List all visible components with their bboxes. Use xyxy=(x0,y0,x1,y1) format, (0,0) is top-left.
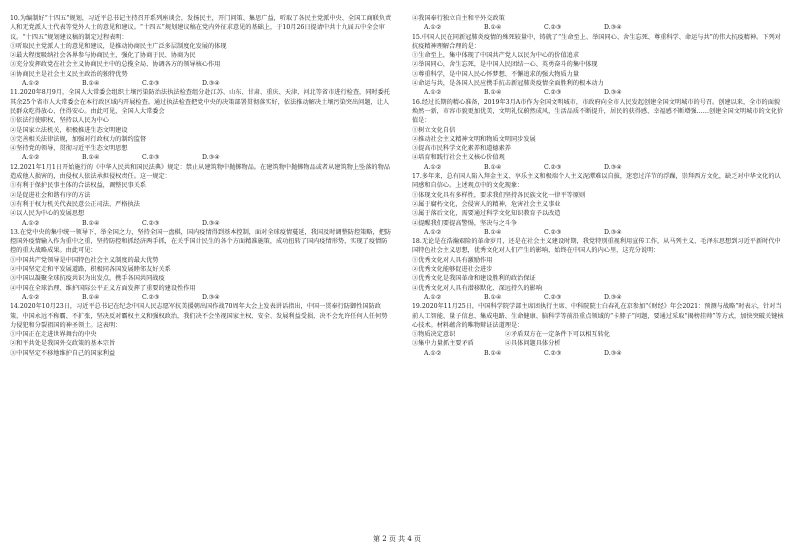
statement-item: ①依法行使职权，坚持以人民为中心 xyxy=(10,117,109,125)
answer-option[interactable]: C.②③ xyxy=(544,349,562,357)
statement-item: ②是促进社会和谐有序的方法 xyxy=(10,191,91,199)
answer-option[interactable]: B.①④ xyxy=(484,349,502,357)
answer-option[interactable]: A.①② xyxy=(424,163,442,171)
answer-option[interactable]: D.③④ xyxy=(202,293,220,301)
question xyxy=(412,302,786,358)
answer-option[interactable]: B.①④ xyxy=(484,89,502,97)
question xyxy=(10,302,392,358)
statement-item: ③属于落后文化，需要通过科学文化知识教育予以改造 xyxy=(412,210,561,218)
answer-option[interactable]: A.①② xyxy=(424,228,442,236)
answer-options xyxy=(10,153,392,162)
statement-item: ④优秀文化对人具有潜移默化、深远持久的影响 xyxy=(412,284,542,292)
question-stem: 10.为编制好“十四五”规划，习近平总书记主持召开系列座谈会，发扬民主，开门问策、集思广益，听取了各民主党派中央、全国工商联负责人和无党派人士代表等党外人士的意见和建议。“十四五”规划建议稿在党内外征求意见的基础上，于10月26日提请中共十九届五中全会审议。“十四五”规划建议稿的制定过程表明： xyxy=(10,15,392,41)
statement-item: ①体现文化具有多样性，要求我们坚持各民族文化一律平等原则 xyxy=(412,191,586,199)
question xyxy=(10,14,392,88)
answer-option[interactable]: A.①② xyxy=(22,219,40,227)
answer-options xyxy=(412,23,786,32)
answer-option[interactable]: D.③④ xyxy=(604,89,622,97)
answer-option[interactable]: D.③④ xyxy=(202,219,220,227)
right-column xyxy=(412,14,786,358)
question-stem: 18.无论是在浩瀚艰险的革命岁月，还是在社会主义建设时期，我党特别重视利用宣传工作，从马列主义、毛泽东思想到习近平新时代中国特色社会主义思想，优秀文化对人们产生的影响，始终在中国人的内心里，这充分说明： xyxy=(412,238,781,255)
question-stem: 17.多年来，总有国人陷入拜金主义、享乐主义和极端个人主义泥潭难以自拔，迷恋过洋节的浮躁，崇拜西方文化，缺乏对中华文化的认同感和自信心。上述观点中的文化现象： xyxy=(412,173,781,190)
statement-item: ①优秀文化对人具有激励作用 xyxy=(412,256,493,264)
question xyxy=(412,98,786,172)
statement-item: ④中国在全球治理、维护国际公平正义方面发挥了重要的建设性作用 xyxy=(10,284,196,292)
answer-option[interactable]: D.③④ xyxy=(202,154,220,162)
statement-item: ①有利于保护民事主体的合法权益，调整民事关系 xyxy=(10,182,147,190)
answer-option[interactable]: D.③④ xyxy=(604,349,622,357)
answer-option[interactable]: B.①④ xyxy=(82,219,100,227)
answer-option[interactable]: B.①④ xyxy=(82,154,100,162)
answer-option[interactable]: C.②③ xyxy=(544,24,562,32)
answer-option[interactable]: D.③④ xyxy=(604,163,622,171)
answer-option[interactable]: A.①② xyxy=(22,293,40,301)
statement-item: ④提醒我们要提高警惕，坚决与之斗争 xyxy=(412,219,518,227)
statement-item: ③有利于权力机关代表民意公正司法、严格执法 xyxy=(10,200,140,208)
statement-item: ①中国正在走进世界舞台的中央 xyxy=(10,331,97,339)
statement-item: ③充分发挥政党在社会主义协商民主中的总揽全局、协调各方的领导核心作用 xyxy=(10,61,221,69)
question-stem: 12.2021年1月1日开始施行的《中华人民共和国民法典》规定：禁止从建筑物中抛掷物品。在建筑物中抛掷物品或者从建筑物上坠落的物品造成他人损害的，由侵权人依法承担侵权责任。这一规定： xyxy=(10,163,390,181)
question-stem: 11.2020年8月9月，全国人大常委会组织土壤污染防治法执法检查组分赴江苏、山东、甘肃、重庆、天津、河北等省市进行检查，同时委托其余25个省市人大常委会在本行政区域内开展检查。通过执法检查把党中央的决策部署贯彻落实好，依法推动解决土壤污染突出问题，让人民群众吃得放心、住得安心。由此可见，全国人大常委会 xyxy=(10,89,390,115)
statement-item: ③尊重科学，是中国人民心怀梦想、不懈追求的强大物质力量 xyxy=(412,70,580,78)
answer-option[interactable]: C.②③ xyxy=(544,163,562,171)
answer-option[interactable]: A.①② xyxy=(22,80,40,88)
statement-item: ②推动社会主义精神文明和物质文明同步发展 xyxy=(412,135,536,143)
statement-item: ③中国坚定不移地维护自己的国家利益 xyxy=(10,349,116,357)
answer-options xyxy=(412,163,786,172)
question-stem: 14.2020年10月23日，习近平总书记在纪念中国人民志愿军抗美援朝出国作战70周年大会上发表讲话指出，中国一贯奉行防御性国防政策，中国永远不称霸、不扩张，坚决反对霸权主义和强权政治，我们决不会坐视国家主权、安全、发展利益受损，决不会允许任何人任何势力侵犯和分裂祖国的神圣领土。这表明： xyxy=(10,303,388,329)
answer-option[interactable]: B.①④ xyxy=(484,228,502,236)
statement-item: ③中国以凝聚全球抗疫共识为出发点，携手各国共同战疫 xyxy=(10,275,165,283)
statement-item: ②举国同心，舍生忘死，是中国人民团结一心、英勇奋斗的集中体现 xyxy=(412,61,598,69)
statement-item: ②最大程度吸纳社会各界参与协商民主，强化了协商于民、协商为民 xyxy=(10,52,196,60)
statement-item: ③完善相关法律法规，加强对行政权力的制约监督 xyxy=(10,135,147,143)
answer-options xyxy=(412,228,786,237)
statement-item: ④我国奉行独立自主和平外交政策 xyxy=(412,15,505,22)
statement-item: ①树立文化自信 xyxy=(412,126,456,134)
statement-item: ①中国共产党领导是中国特色社会主义制度的最大优势 xyxy=(10,256,159,264)
answer-option[interactable]: D.③④ xyxy=(604,24,622,32)
answer-option[interactable]: D.③④ xyxy=(604,293,622,301)
question xyxy=(10,163,392,228)
statement-item: ④协商民主是社会主义民主政治的独特优势 xyxy=(10,70,128,78)
answer-options xyxy=(10,79,392,88)
question-stem: 16.经过长期的精心准备，2019年3月A市作为全国文明城市，市政府向全市人民发起创建全国文明城市的号召。创建以来，全市的面貌焕然一新，市容市貌更加优美，文明礼仪蔚然成风，生活品质不断提升，居民的获得感、幸福感不断增强……创建全国文明城市的文化价值是： xyxy=(412,98,784,125)
left-column xyxy=(10,14,392,358)
answer-options xyxy=(412,293,786,302)
statement-item: ④以人民为中心的发展思想 xyxy=(10,210,85,218)
answer-option[interactable]: D.③④ xyxy=(604,228,622,236)
question xyxy=(10,88,392,162)
statement-item: ④命运与共，是各国人民应携手抗击新冠肺炎疫情全面胜利的根本动力 xyxy=(412,80,604,88)
answer-option[interactable]: A.①② xyxy=(424,293,442,301)
answer-option[interactable]: B.①④ xyxy=(82,293,100,301)
answer-option[interactable]: B.①④ xyxy=(82,80,100,88)
answer-option[interactable]: A.①② xyxy=(424,24,442,32)
statement-item: ②中国坚定走和平发展道路，积极同各国发展睦邻友好关系 xyxy=(10,266,171,274)
answer-option[interactable]: A.①② xyxy=(424,89,442,97)
question xyxy=(412,14,786,33)
answer-options xyxy=(412,88,786,97)
statement-item: ③提高市民科学文化素养和道德素养 xyxy=(412,145,511,153)
answer-option[interactable]: D.③④ xyxy=(202,80,220,88)
statement-item: ①物质决定意识 ②矛盾双方在一定条件下可以相互转化 xyxy=(412,331,610,339)
answer-option[interactable]: C.②③ xyxy=(142,219,160,227)
statement-item: ①听取民主党派人士的意见和建议，是推动协商民主广泛多层制度化发展的体现 xyxy=(10,42,227,50)
statement-item: ②优秀文化能够促进社会进步 xyxy=(412,266,493,274)
question xyxy=(412,237,786,302)
answer-option[interactable]: A.①② xyxy=(22,154,40,162)
page-footer: 第 2 页 共 4 页 xyxy=(372,535,422,543)
question-stem: 19.2020年11月25日，中国科学院学部主席团执行主席、中科院院士白春礼在京参加“《财经》年会2021：预测与战略”时表示，针对当前人工智能、量子信息、集成电路、生命健康、脑科学等前沿重点领域的“卡脖子”问题，要通过采取“揭榜挂帅”等方式，加快突破关键核心技术。材料蕴含的唯物辩证法道理是： xyxy=(412,303,784,329)
answer-option[interactable]: C.②③ xyxy=(142,80,160,88)
statement-item: ②属于腐朽文化，会侵害人的精神，危害社会主义事业 xyxy=(412,200,561,208)
question-stem: 13.在党中央的集中统一领导下，举全国之力，坚持全国一盘棋，国内疫情得到基本控制，面对全球疫情蔓延，我国及时调整防控策略，把防控国外疫情输入作为重中之重，坚持防控和抓经济两手抓，在关乎国计民生的各个方面精准施策，成功扭转了国内疫情形势，实现了疫情防控的重大战略成果。由此可见： xyxy=(10,228,392,255)
question xyxy=(412,172,786,237)
answer-option[interactable]: C.②③ xyxy=(544,89,562,97)
statement-item: ③优秀文化是我国革命和建设胜利的政治保证 xyxy=(412,275,536,283)
answer-option[interactable]: B.①④ xyxy=(484,24,502,32)
question xyxy=(10,228,392,302)
answer-option[interactable]: A.①② xyxy=(424,349,442,357)
answer-option[interactable]: B.①④ xyxy=(484,163,502,171)
answer-option[interactable]: C.②③ xyxy=(544,293,562,301)
question xyxy=(412,33,786,98)
statement-item: ④坚持党的领导，贯彻习近平生态文明思想 xyxy=(10,145,128,153)
statement-item: ①生命至上，集中体现了中国共产党人以民为中心的价值追求 xyxy=(412,52,580,60)
answer-options xyxy=(412,349,786,358)
question-stem: 15.中国人民在同新冠肺炎疫情的殊死较量中，铸就了“生命至上、举国同心、舍生忘死、尊重科学、命运与共”的伟大抗疫精神。下列对抗疫精神理解合理的是： xyxy=(412,33,781,50)
answer-options xyxy=(10,293,392,302)
answer-option[interactable]: C.②③ xyxy=(142,293,160,301)
statement-item: ④培育和践行社会主义核心价值观 xyxy=(412,154,505,162)
statement-item: ②和平共处是我国外交政策的基本宗旨 xyxy=(10,340,116,348)
answer-option[interactable]: C.②③ xyxy=(544,228,562,236)
answer-option[interactable]: B.①④ xyxy=(484,293,502,301)
answer-options xyxy=(10,219,392,228)
statement-item: ②是国家立法机关，积极推进生态文明建设 xyxy=(10,126,128,134)
answer-option[interactable]: C.②③ xyxy=(142,154,160,162)
statement-item: ③集中力量抓主要矛盾 ④具体问题具体分析 xyxy=(412,340,561,348)
